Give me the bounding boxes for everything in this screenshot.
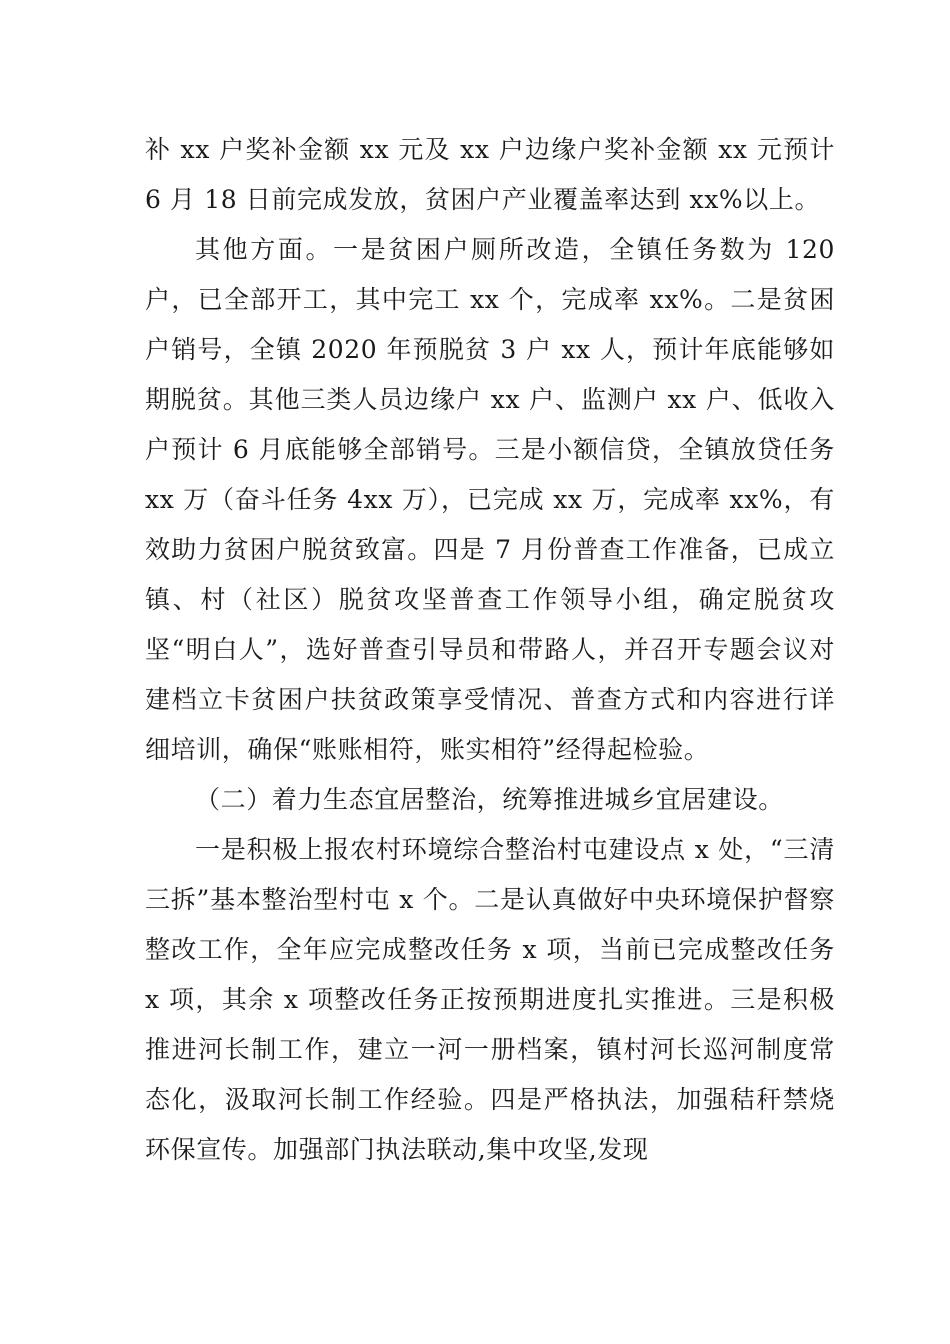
- paragraph-continuation: 补 xx 户奖补金额 xx 元及 xx 户边缘户奖补金额 xx 元预计 6 月 18 日前完成发放，贫困户产业覆盖率达到 xx%以上。: [145, 135, 835, 214]
- document-body: [145, 125, 835, 1175]
- paragraph-other-aspects: 其他方面。一是贫困户厕所改造，全镇任务数为 120 户，已全部开工，其中完工 xx 个，完成率 xx%。二是贫困户销号，全镇 2020 年预脱贫 3 户 xx 人，预计年底能够如期脱贫。其他三类人员边缘户 xx 户、监测户 xx 户、低收入户预计 6 月底能够全部销号。三是小额信贷，全镇放贷任务 xx 万（奋斗任务 4xx 万），已完成 xx 万，完成率 xx%，有效助力贫困户脱贫致富。四是 7 月份普查工作准备，已成立镇、村（社区）脱贫攻坚普查工作领导小组，确定脱贫攻坚“明白人”，选好普查引导员和带路人，并召开专题会议对建档立卡贫困户扶贫政策享受情况、普查方式和内容进行详细培训，确保“账账相符，账实相符”经得起检验。: [145, 235, 835, 764]
- paragraph-ecological-measures: 一是积极上报农村环境综合整治村屯建设点 x 处，“三清三拆”基本整治型村屯 x 个。二是认真做好中央环境保护督察整改工作，全年应完成整改任务 x 项，当前已完成整改任务 x 项，其余 x 项整改任务正按预期进度扎实推进。三是积极推进河长制工作，建立一河一册档案，镇村河长巡河制度常态化，汲取河长制工作经验。四是严格执法，加强秸秆禁烧环保宣传。加强部门执法联动,集中攻坚,发现: [145, 835, 835, 1164]
- section-heading-ecological-livability: （二）着力生态宜居整治，统筹推进城乡宜居建设。: [195, 785, 784, 814]
